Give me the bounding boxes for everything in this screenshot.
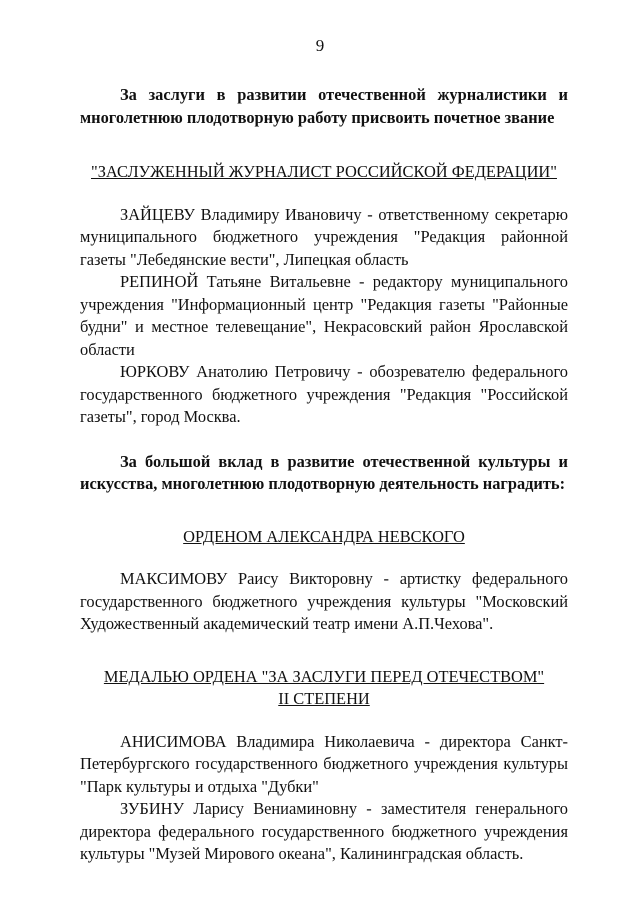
order-nevsky-entries — [80, 568, 568, 636]
section1-intro: За заслуги в развитии отечественной журналистики и многолетнюю плодотворную работу присвоить почетное звание — [80, 85, 568, 127]
award-recipient: ЗУБИНУ Ларису Вениаминовну - заместителя генерального директора федерального государственного бюджетного учреждения культуры "Музей Мирового океана", Калининградская область. — [80, 799, 568, 863]
award-title-medal-merit — [80, 666, 568, 711]
medal-merit-entries — [80, 731, 568, 866]
award-title-order-nevsky: ОРДЕНОМ АЛЕКСАНДРА НЕВСКОГО — [183, 526, 465, 546]
award-recipient: АНИСИМОВА Владимира Николаевича - директора Санкт-Петербургского государственного бюджетного учреждения культуры "Парк культуры и отдыха "Дубки" — [80, 731, 568, 796]
award-recipient: ЮРКОВУ Анатолию Петровичу - обозревателю федерального государственного бюджетного учреждения "Редакция "Российской газеты", город Москва. — [80, 362, 568, 426]
award-recipient: ЗАЙЦЕВУ Владимиру Ивановичу - ответственному секретарю муниципального бюджетного учреждения "Редакция районной газеты "Лебедянские вести", Липецкая область — [80, 204, 568, 269]
award-recipient: МАКСИМОВУ Раису Викторовну - артистку федерального государственного бюджетного учреждения культуры "Московский Художественный академический театр имени А.П.Чехова". — [80, 569, 568, 633]
document-body — [80, 84, 568, 866]
award-recipient: РЕПИНОЙ Татьяне Витальевне - редактору муниципального учреждения "Информационный центр "Редакция газеты "Районные будни" и местное телевещание", Некрасовский район Ярославской области — [80, 272, 568, 359]
section1-entries — [80, 204, 568, 429]
page-number: 9 — [315, 36, 325, 55]
award-title-honored-journalist: "ЗАСЛУЖЕННЫЙ ЖУРНАЛИСТ РОССИЙСКОЙ ФЕДЕРАЦИИ" — [91, 162, 557, 181]
section2-intro: За большой вклад в развитие отечественной культуры и искусства, многолетнюю плодотворную деятельность наградить: — [80, 451, 568, 493]
award-title-line: МЕДАЛЬЮ ОРДЕНА "ЗА ЗАСЛУГИ ПЕРЕД ОТЕЧЕСТВОМ" — [103, 666, 545, 686]
award-title-line: II СТЕПЕНИ — [278, 689, 370, 708]
